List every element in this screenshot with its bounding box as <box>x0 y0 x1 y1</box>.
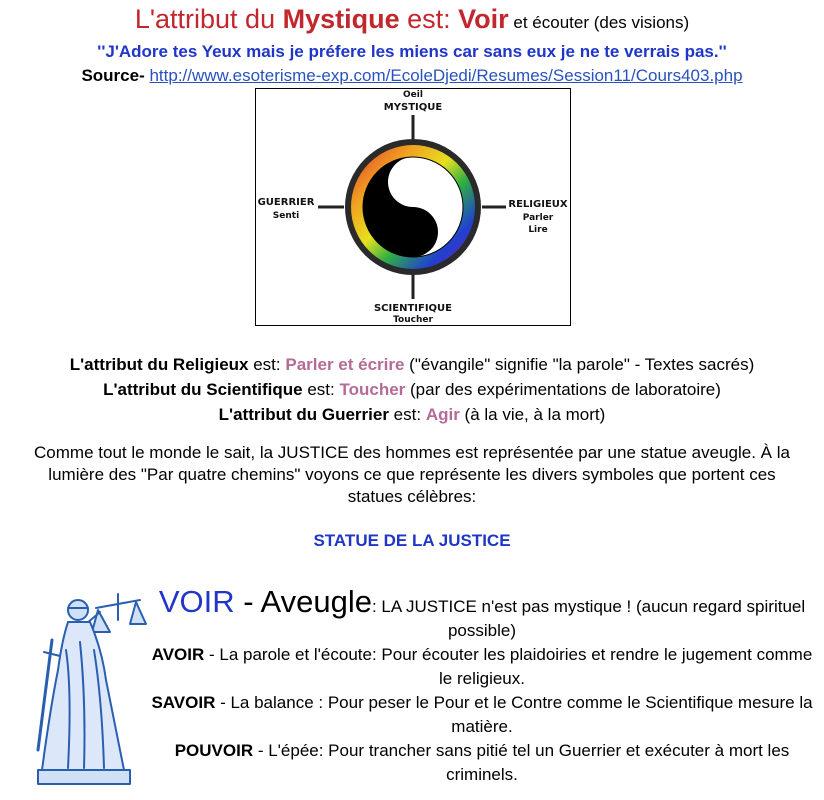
symbol-text: - La parole et l'écoute: Pour écouter les plaidoiries et rendre le jugement comme le religieux. <box>204 645 813 688</box>
intro-paragraph: Comme tout le monde le sait, la JUSTICE des hommes est représentée par une statue aveugle. À la lumière des "Par quatre chemins" voyons ce que représente les divers symboles que portent ces statues célèbres: <box>34 443 790 506</box>
attribute-value: Agir <box>425 405 460 424</box>
title-mystique: Mystique <box>282 4 400 34</box>
attribute-value: Parler et écrire <box>285 355 405 374</box>
attribute-est: est: <box>248 355 286 374</box>
title-voir: Voir <box>458 4 509 34</box>
voir-section <box>148 584 816 787</box>
attribute-name: L'attribut du Religieux <box>69 355 249 374</box>
label-senti: Senti <box>272 211 300 221</box>
voir-line <box>148 584 816 643</box>
attribute-name: L'attribut du Scientifique <box>103 380 303 399</box>
statue-illustration <box>28 580 148 790</box>
attribute-note: ("évangile" signifie "la parole" - Textes sacrés) <box>404 355 755 374</box>
section-heading: STATUE DE LA JUSTICE <box>313 531 511 550</box>
source-line <box>0 66 824 86</box>
source-link[interactable]: http://www.esoterisme-exp.com/EcoleDjedi/Resumes/Session11/Cours403.php <box>149 66 743 85</box>
attribute-line <box>0 402 824 427</box>
symbol-item <box>148 739 816 787</box>
attribute-line <box>0 377 824 402</box>
symbol-term: POUVOIR <box>174 741 254 760</box>
title-suffix: et écouter (des visions) <box>508 13 690 32</box>
quote: ''J'Adore tes Yeux mais je préfere les miens car sans eux je ne te verrais pas.'' <box>97 42 727 61</box>
voir-text: : LA JUSTICE n'est pas mystique ! (aucun regard spirituel possible) <box>371 597 806 640</box>
attribute-note: (par des expérimentations de laboratoire) <box>405 380 721 399</box>
label-lire: Lire <box>528 225 548 235</box>
voir-word: VOIR <box>158 584 235 619</box>
title-mid: est: <box>399 4 459 34</box>
label-religieux: RELIGIEUX <box>508 199 568 210</box>
label-parler: Parler <box>522 213 554 223</box>
yin-yang-icon <box>363 157 463 257</box>
symbol-term: AVOIR <box>151 645 205 664</box>
title-prefix: L'attribut du <box>134 4 283 34</box>
diagram-svg <box>256 89 570 325</box>
attribute-value: Toucher <box>339 380 406 399</box>
page-title <box>0 4 824 35</box>
attribute-est: est: <box>388 405 426 424</box>
symbol-item <box>148 691 816 739</box>
symbol-text: - La balance : Pour peser le Pour et le Contre comme le Scientifique mesure la matière. <box>215 693 813 736</box>
symbol-item <box>148 643 816 691</box>
voir-dash: - <box>234 584 261 619</box>
attribute-note: (à la vie, à la mort) <box>459 405 606 424</box>
attribute-est: est: <box>302 380 340 399</box>
symbol-text: - L'épée: Pour trancher sans pitié tel un Guerrier et exécuter à mort les criminels. <box>253 741 790 784</box>
voir-aveugle: Aveugle <box>260 584 372 619</box>
attribute-line <box>0 352 824 377</box>
label-scientifique: SCIENTIFIQUE <box>373 303 453 314</box>
justice-statue-image <box>28 580 148 790</box>
label-guerrier: GUERRIER <box>257 197 315 208</box>
symbol-term: SAVOIR <box>151 693 216 712</box>
attribute-name: L'attribut du Guerrier <box>218 405 389 424</box>
attributes-list <box>0 352 824 427</box>
label-oeil: Oeil <box>403 90 423 100</box>
label-mystique: MYSTIQUE <box>383 102 443 113</box>
source-label: Source- <box>81 66 145 85</box>
label-toucher: Toucher <box>393 315 433 325</box>
four-paths-diagram <box>255 88 571 326</box>
